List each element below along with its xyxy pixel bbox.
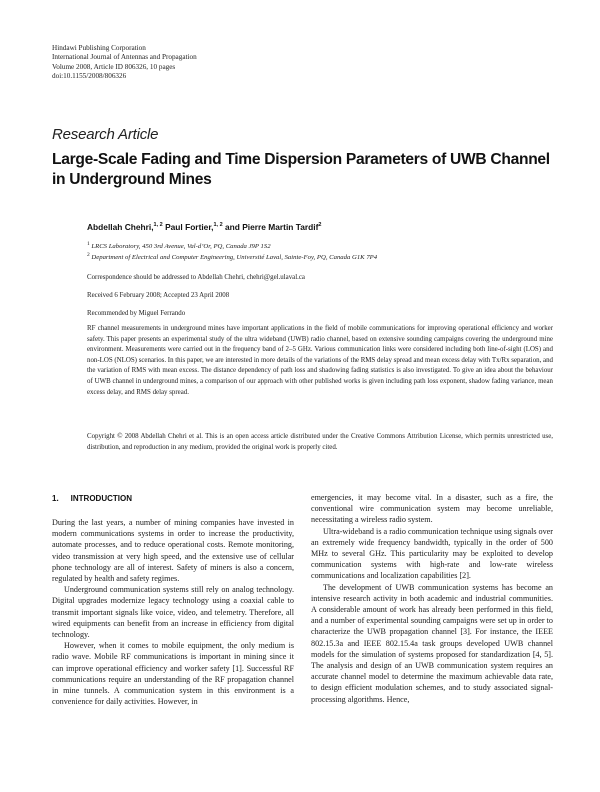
paragraph: Ultra-wideband is a radio communication technique using signals over an extremely wide frequency bandwidth, typically in the order of 500 MHz to several GHz. This particularity may be exploited to develop communication systems with high-rate and low-rate wireless communications and localization capabilities [2].	[311, 526, 553, 581]
article-type: Research Article	[52, 126, 159, 143]
volume-info: Volume 2008, Article ID 806326, 10 pages	[52, 62, 176, 71]
section-title: INTRODUCTION	[70, 494, 132, 503]
recommended-by: Recommended by Miguel Ferrando	[87, 310, 186, 317]
affiliation	[87, 253, 553, 263]
author-name: and Pierre Martin Tardif	[224, 222, 319, 232]
affiliation	[87, 242, 553, 252]
affiliation-marker: 2	[87, 251, 90, 258]
author-name: Paul Fortier,	[165, 222, 214, 232]
author-list	[87, 222, 553, 232]
paragraph: During the last years, a number of mining companies have invested in modern communications systems in order to increase the productivity, automate processes, and to reduce operational costs. Remote monitoring, video transmission at very high speed, and the extensive use of cellular phone technology are all of interest. Safety of miners is also a concern, regulated by health and safety regimes.	[52, 518, 294, 584]
left-column	[52, 517, 294, 707]
paragraph: Underground communication systems still rely on analog technology. Digital upgrades modernize legacy technology using a coaxial cable to transmit important signals like voice, video, and telemetry. Therefore, all wired equipments can benefit from an increase in efficiency from digital technology.	[52, 585, 294, 640]
affiliation-marker: 1	[87, 240, 90, 247]
author-affil-marker: 2	[318, 222, 322, 229]
received-dates: Received 6 February 2008; Accepted 23 April 2008	[87, 292, 230, 299]
author-affil-marker: 1, 2	[213, 222, 223, 229]
doi[interactable]: doi:10.1155/2008/806326	[52, 72, 127, 81]
author-name: Abdellah Chehri,	[87, 222, 154, 232]
section-number: 1.	[52, 494, 59, 503]
author-affil-marker: 1, 2	[153, 222, 163, 229]
paragraph: emergencies, it may become vital. In a disaster, such as a fire, the conventional wire communication system may become unreliable, necessitating a wireless radio system.	[311, 493, 553, 525]
journal-name: International Journal of Antennas and Propagation	[52, 53, 197, 62]
affiliation-text: Department of Electrical and Computer Engineering, Université Laval, Sainte-Foy, PQ, Canada G1K 7P4	[91, 254, 378, 261]
journal-masthead	[52, 44, 197, 82]
publisher-name: Hindawi Publishing Corporation	[52, 44, 146, 52]
section-heading	[52, 494, 132, 503]
correspondence: Correspondence should be addressed to Abdellah Chehri, chehri@gel.ulaval.ca	[87, 274, 305, 281]
paper-title: Large-Scale Fading and Time Dispersion Parameters of UWB Channel in Underground Mines	[52, 151, 550, 188]
abstract: RF channel measurements in underground mines have important applications in the field of mobile communications for improving operational efficiency and worker safety. This paper presents an experimental study of the ultra wideband (UWB) radio channel, based on extensive sounding campaigns covering the underground mine environment. Measurements were carried out in the frequency band of 2–5 GHz. Various communication links were considered including both line-of-sight (LOS) and non-LOS (NLOS) scenarios. In this paper, we are interested in more details of the variations of the RMS delay spread and mean excess delay with Tx/Rx separation, and the variation of RMS with mean excess. The distance dependency of path loss and shadowing fading statistics is also investigated. To give an idea about the behaviour of UWB channel in underground mines, a comparison of our approach with other published works is given including path loss exponent, shadow fading variance, mean excess delay, and RMS delay spread.	[87, 325, 553, 396]
right-column	[311, 492, 553, 705]
paragraph: However, when it comes to mobile equipment, the only medium is radio wave. Mobile RF communications is important in mining since it can improve operational efficiency and worker safety [1]. Successful RF communications require an understanding of the RF propagation channel in mine tunnels. A communication system in this environment is a convenience for daily activities. However, in	[52, 641, 294, 707]
affiliation-text: LRCS Laboratory, 450 3rd Avenue, Val-d’Or, PQ, Canada J9P 1S2	[91, 243, 271, 250]
copyright-notice: Copyright © 2008 Abdellah Chehri et al. This is an open access article distributed under the Creative Commons Attribution License, which permits unrestricted use, distribution, and reproduction in any medium, provided the original work is properly cited.	[87, 433, 553, 451]
paragraph: The development of UWB communication systems has become an intensive research activity in both academic and industrial communities. A considerable amount of work has already been performed in this field, and a number of experimental sounding campaigns were set up in order to characterize the UWB propagation channel [3]. For instance, the IEEE 802.15.3a and IEEE 802.15.4a task groups developed UWB channel models for the simulation of systems proposed for standardization [4, 5]. The analysis and design of an UWB communication system requires an accurate channel model to determine the maximum achievable data rate, to design efficient modulation schemes, and to study associated signal-processing algorithms. Hence,	[311, 582, 553, 704]
